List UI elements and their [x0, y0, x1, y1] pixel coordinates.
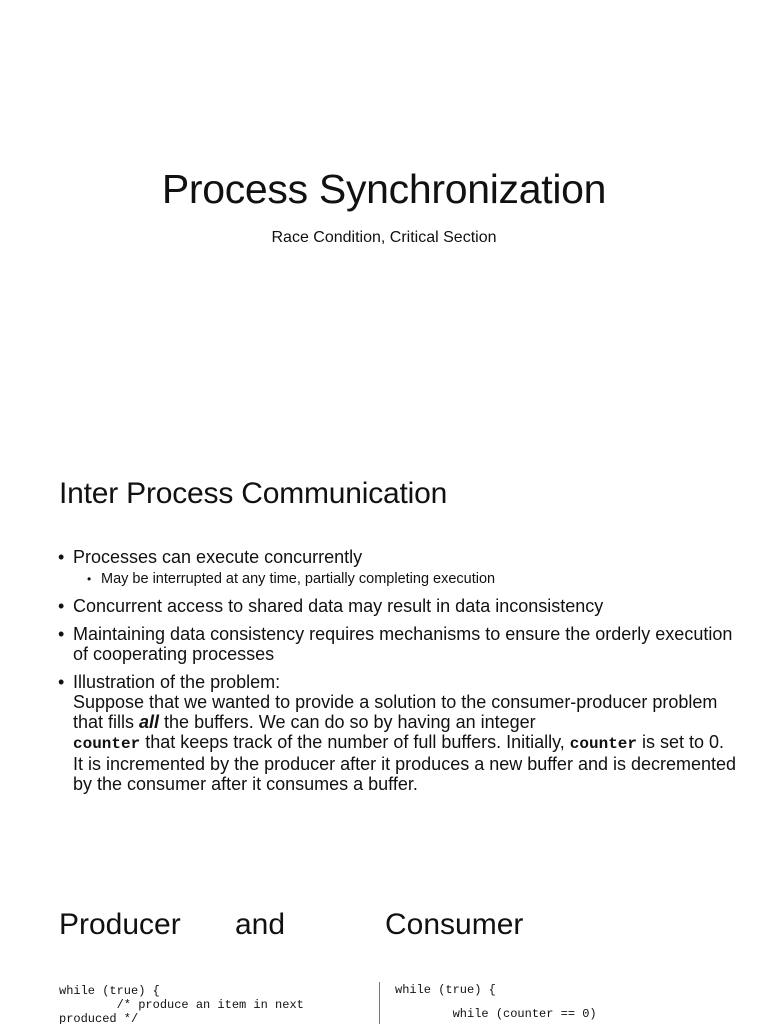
section-heading-ipc: Inter Process Communication: [59, 477, 448, 510]
bullet-text: Processes can execute concurrently: [73, 547, 363, 567]
illustration-text: that keeps track of the number of full buffers. Initially,: [140, 732, 570, 752]
consumer-code-block: while (true) { while (counter == 0): [395, 983, 597, 1021]
bullet-icon: •: [87, 572, 92, 586]
producer-code-block: while (true) { /* produce an item in next produced */: [59, 984, 304, 1024]
bullet-item: [58, 596, 738, 616]
illustration-text: the buffers. We can do so by having an integer: [159, 712, 536, 732]
illustration-text: is set to 0. It is incremented by the producer after it produces a new buffer and is decremented by the consumer after it consumes a buffer.: [73, 732, 737, 794]
bullet-icon: •: [58, 672, 65, 692]
bullet-text: Illustration of the problem:: [73, 672, 281, 692]
emphasis-text: all: [139, 712, 160, 732]
sub-bullet-item: [87, 570, 738, 588]
bullet-icon: •: [58, 596, 65, 616]
bullet-text: Maintaining data consistency requires mechanisms to ensure the orderly execution of cooperating processes: [73, 624, 733, 664]
code-term-counter: counter: [73, 735, 141, 753]
slide-subtitle: Race Condition, Critical Section: [271, 229, 497, 246]
bullet-item: [58, 547, 738, 588]
code-term-counter: counter: [569, 735, 637, 753]
sub-bullet-text: May be interrupted at any time, partially completing execution: [101, 571, 496, 587]
heading-and: and: [235, 908, 286, 941]
bullet-item: [58, 624, 738, 664]
heading-producer: Producer: [59, 908, 181, 941]
slide-title: Process Synchronization: [161, 166, 607, 212]
illustration-text: Suppose that we wanted to provide a solution to the consumer-producer problem that fills: [73, 692, 718, 732]
bullet-text: Concurrent access to shared data may result in data inconsistency: [73, 596, 604, 616]
bullet-list: [58, 547, 738, 802]
bullet-icon: •: [58, 547, 65, 567]
bullet-item-illustration: [58, 672, 738, 794]
bullet-icon: •: [58, 624, 65, 644]
column-divider: [379, 982, 380, 1024]
heading-consumer: Consumer: [385, 908, 524, 941]
